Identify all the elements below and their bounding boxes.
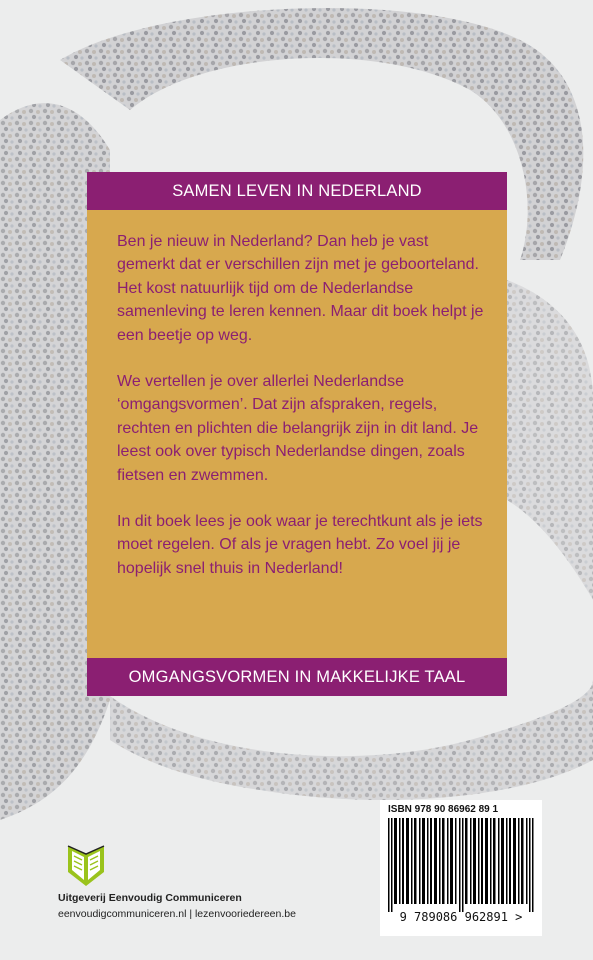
blurb-paragraph: We vertellen je over allerlei Nederlandse ‘omgangsvormen’. Dat zijn afspraken, regels, rechten en plichten die belangrijk zijn in dit land. Je leest ook over typisch Nederlandse dingen, zoals fietsen en zwemmen. [117,373,479,484]
publisher-name: Uitgeverij Eenvoudig Communiceren [58,892,242,904]
barcode-number: 9 789086 962891 > [399,910,523,924]
barcode-box [380,800,542,936]
blurb-panel [87,172,507,696]
isbn-label: ISBN 978 90 86962 89 1 [388,804,499,815]
blurb-paragraph: In dit boek lees je ook waar je terechtkunt als je iets moet regelen. Of als je vragen hebt. Zo voel jij je hopelijk snel thuis in Nederland! [117,513,483,577]
title-banner: SAMEN LEVEN IN NEDERLAND [87,172,507,210]
blurb-paragraph: Ben je nieuw in Nederland? Dan heb je vast gemerkt dat er verschillen zijn met je geboorteland. Het kost natuurlijk tijd om de Nederlandse samenleving te leren kennen. Maar dit boek helpt je een beetje op weg. [117,233,484,344]
blurb-text [117,230,489,603]
publisher-block [58,842,378,922]
subtitle-banner: OMGANGSVORMEN IN MAKKELIJKE TAAL [87,658,507,696]
barcode-bars [388,818,534,912]
book-logo-icon [66,842,106,888]
publisher-websites: eenvoudigcommuniceren.nl | lezenvooriedereen.be [58,908,296,920]
